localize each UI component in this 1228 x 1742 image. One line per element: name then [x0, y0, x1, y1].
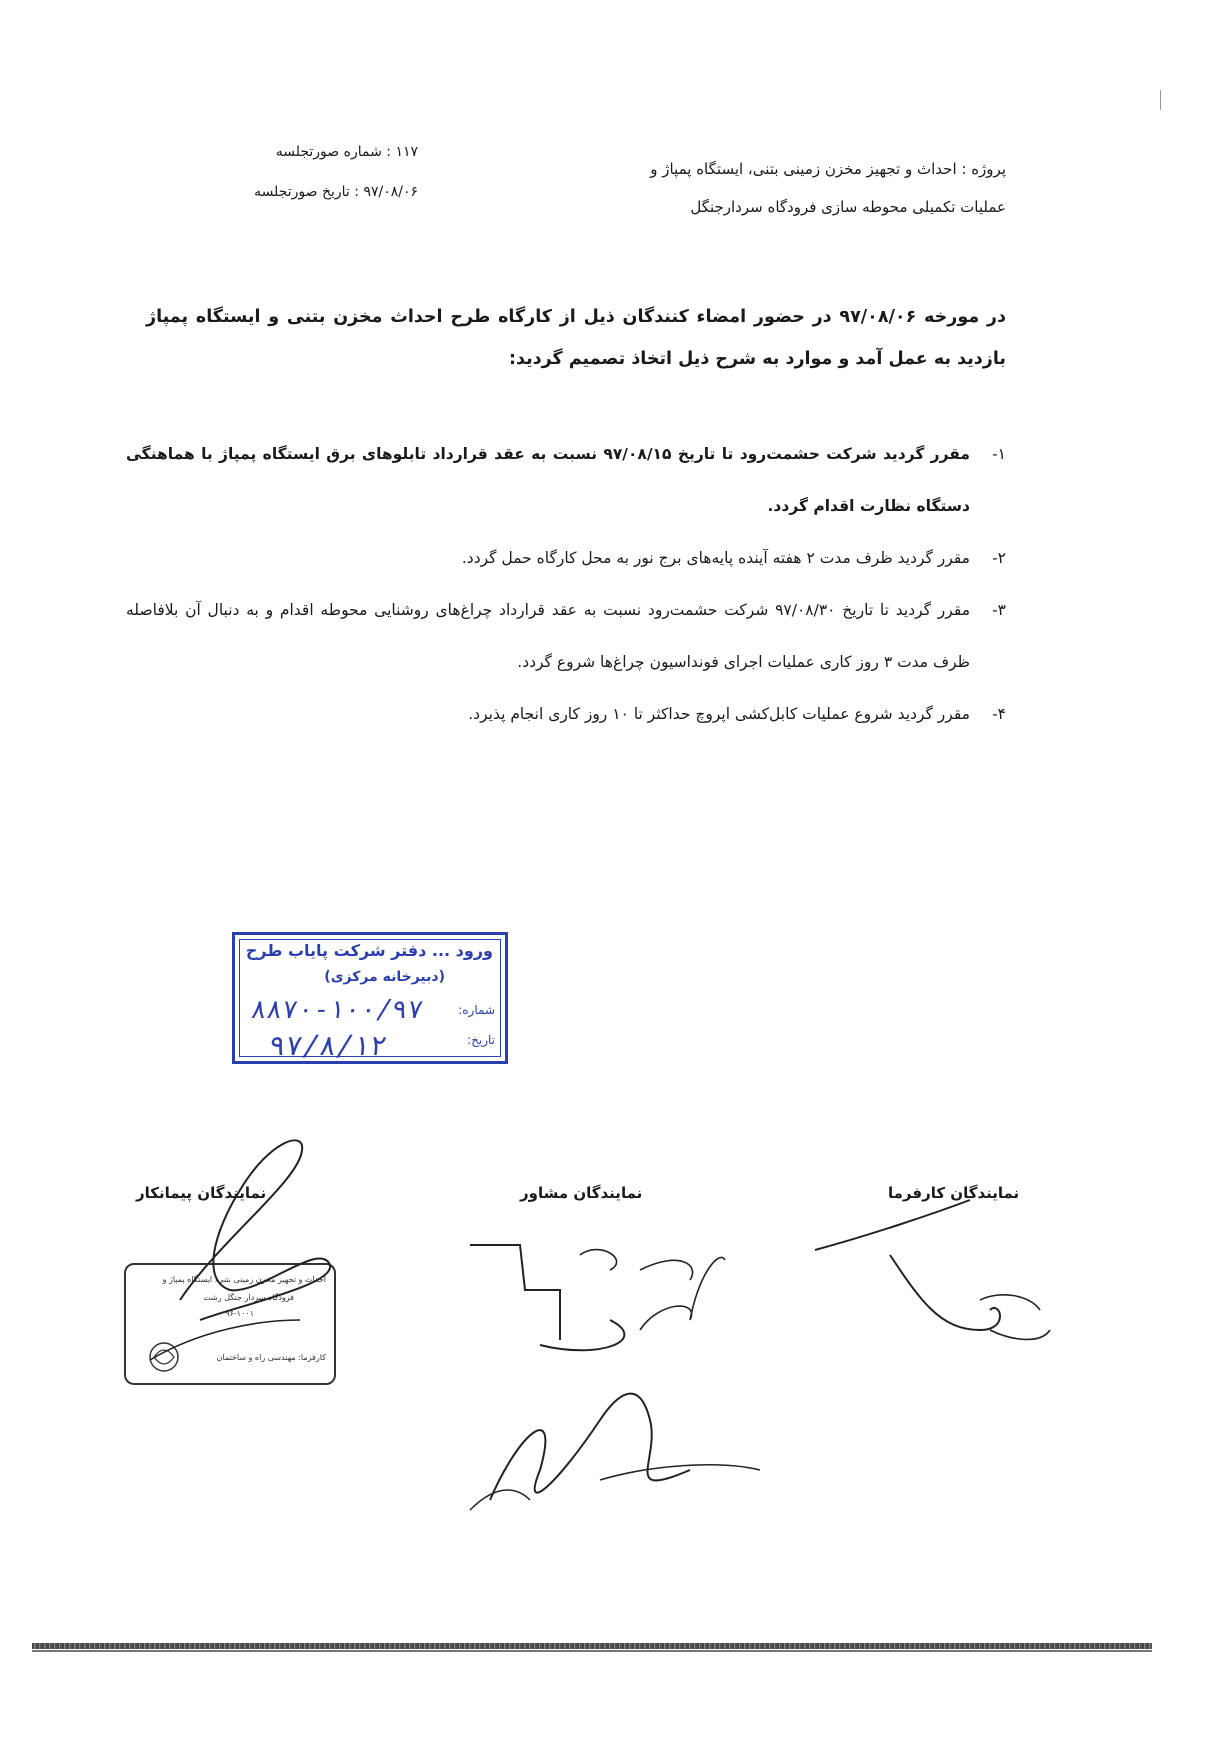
employer-signature — [815, 1200, 1000, 1330]
minutes-date: ۹۷/۰۸/۰۶ : تاریخ صورتجلسه — [254, 184, 418, 200]
seal-line-1: احداث و تجهیز مخزن زمینی بتنی، ایستگاه پمپاژ و — [162, 1275, 326, 1284]
scan-artifact-line — [32, 1650, 1152, 1652]
list-item — [126, 584, 1006, 688]
item-text: مقرر گردید شرکت حشمت‌رود تا تاریخ ۹۷/۰۸/۱۵ نسبت به عقد قرارداد تابلوهای برق ایستگاه پمپاژ با هماهنگی دستگاه نظارت اقدام گردد. — [126, 445, 970, 515]
item-number: ۲- — [992, 549, 1006, 567]
scan-artifact-line — [32, 1643, 1152, 1649]
item-number: ۱- — [992, 445, 1006, 463]
contractor-signature-label: نمایندگان پیمانکار — [136, 1184, 267, 1202]
seal-line-2: فرودگاه سردار جنگل رشت — [203, 1293, 294, 1302]
list-item — [126, 428, 1006, 532]
project-header — [546, 150, 1006, 226]
list-item — [126, 532, 1006, 584]
seal-line-4: کارفرما: مهندسی راه و ساختمان — [216, 1353, 326, 1362]
scan-edge-mark — [1160, 90, 1161, 110]
stamp-date-value: ٩٧/٨/١٢ — [266, 1029, 390, 1062]
seal-logo-icon — [144, 1337, 184, 1377]
stamp-subtitle: (دبیرخانه مرکزی) — [324, 969, 445, 985]
item-text: مقرر گردید ظرف مدت ۲ هفته آینده پایه‌های برج نور به محل کارگاه حمل گردد. — [461, 549, 970, 567]
item-text: مقرر گردید شروع عملیات کابل‌کشی اپروچ حداکثر تا ۱۰ روز کاری انجام پذیرد. — [468, 705, 970, 723]
list-item — [126, 688, 1006, 740]
item-number: ۴- — [992, 705, 1006, 723]
consultant-signature-1 — [470, 1245, 624, 1350]
stamp-date-label: تاریخ: — [467, 1033, 495, 1047]
stamp-title: ورود ... دفتر شرکت پایاب طرح — [245, 941, 493, 960]
item-text: مقرر گردید تا تاریخ ۹۷/۰۸/۳۰ شرکت حشمت‌رود نسبت به عقد قرارداد چراغ‌های روشنایی محوطه اقدام و به دنبال آن بلافاصله ظرف مدت ۳ روز کاری عملیات اجرای فونداسیون چراغ‌ها شروع گردد. — [126, 601, 970, 671]
minutes-meta — [178, 132, 418, 212]
receipt-stamp — [232, 932, 508, 1064]
contractor-seal — [124, 1263, 336, 1385]
project-line-2: عملیات تکمیلی محوطه سازی فرودگاه سردارجنگل — [690, 198, 1006, 216]
seal-line-3: ۹۶-۱۰۰۱ — [225, 1309, 254, 1318]
decision-list — [126, 428, 1006, 740]
consultant-signature-2 — [490, 1394, 690, 1500]
stamp-number-label: شماره: — [458, 1003, 495, 1017]
project-line-1: پروژه : احداث و تجهیز مخزن زمینی بتنی، ایستگاه پمپاژ و — [650, 160, 1006, 178]
minutes-number: ۱۱۷ : شماره صورتجلسه — [275, 144, 418, 160]
item-number: ۳- — [992, 601, 1006, 619]
stamp-number-value: ١٠٠/٩٧-٨٨٧٠ — [248, 995, 426, 1025]
consultant-signature-label: نمایندگان مشاور — [520, 1184, 643, 1202]
employer-signature-label: نمایندگان کارفرما — [888, 1184, 1020, 1202]
intro-paragraph: در مورخه ۹۷/۰۸/۰۶ در حضور امضاء کنندگان ذیل از کارگاه طرح احداث مخزن بتنی و ایستگاه پمپاژ بازدید به عمل آمد و موارد به شرح ذیل اتخاذ تصمیم گردید: — [146, 307, 1006, 369]
